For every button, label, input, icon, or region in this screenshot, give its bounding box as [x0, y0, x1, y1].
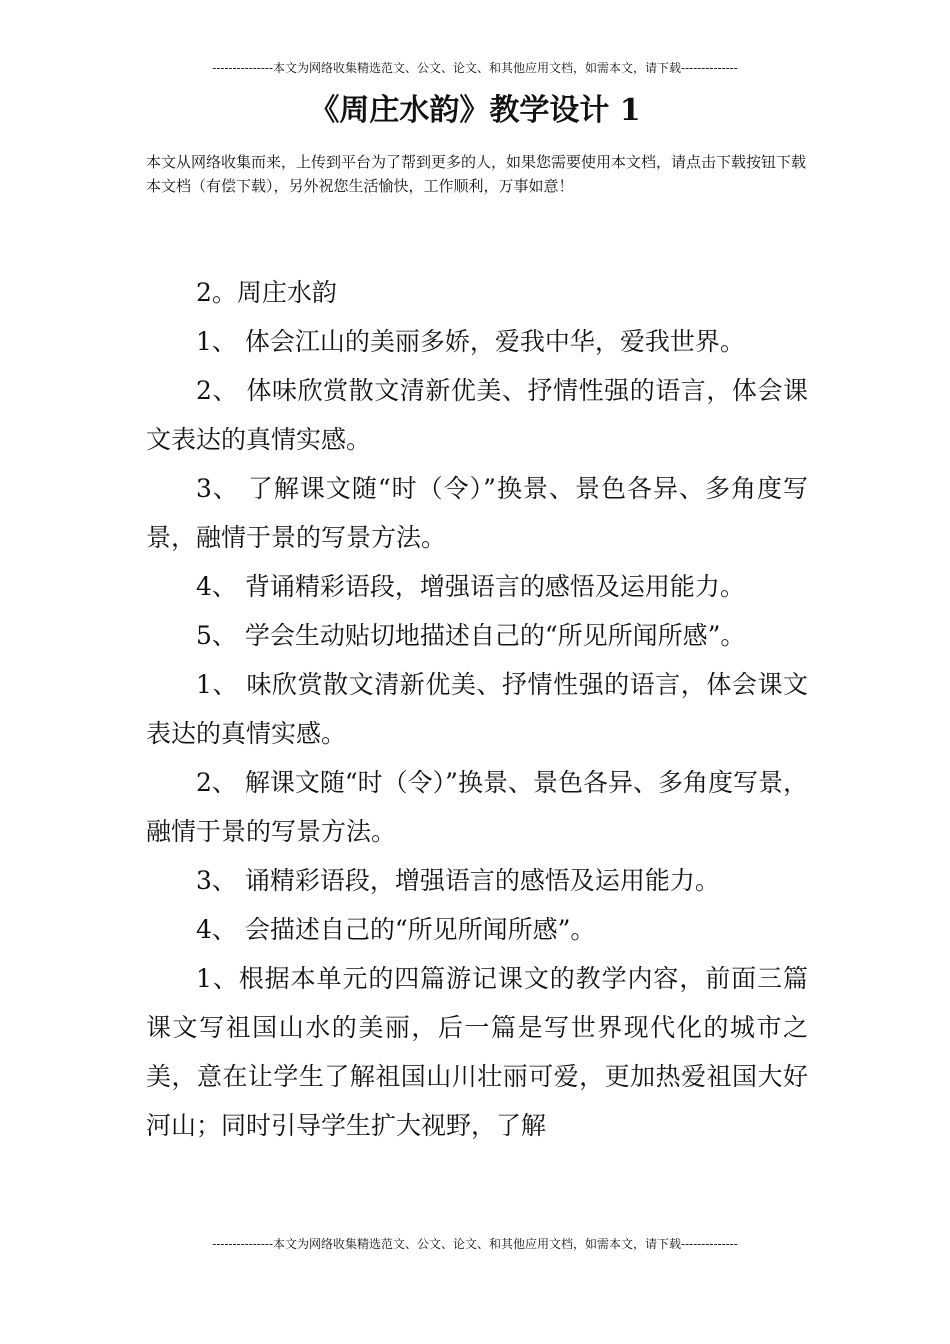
document-title: 《周庄水韵》教学设计 1 — [309, 93, 641, 128]
header-note: ---------------本文为网络收集精选范文、公文、论文、和其他应用文档，如需本文，请下载-------------- — [212, 61, 738, 75]
body-paragraph: 3、 诵精彩语段，增强语言的感悟及运用能力。 — [196, 866, 720, 895]
body-paragraph: 1、 体会江山的美丽多娇，爱我中华，爱我世界。 — [196, 327, 745, 356]
intro-paragraph: 本文从网络收集而来，上传到平台为了帮到更多的人，如果您需要使用本文档，请点击下载按钮下载本文档（有偿下载），另外祝您生活愉快，工作顺利，万事如意！ — [146, 153, 807, 195]
body-paragraph: 4、 会描述自己的“所见所闻所感”。 — [196, 915, 596, 944]
body-paragraph: 2、 体味欣赏散文清新优美、抒情性强的语言，体会课文表达的真情实感。 — [146, 376, 808, 454]
body-paragraph: 2、 解课文随“时（令）”换景、景色各异、多角度写景，融情于景的写景方法。 — [146, 768, 808, 846]
body-paragraph: 4、 背诵精彩语段，增强语言的感悟及运用能力。 — [196, 572, 745, 601]
body-paragraph: 2。周庄水韵 — [196, 278, 337, 307]
document-body — [146, 268, 808, 1150]
body-paragraph: 5、 学会生动贴切地描述自己的“所见所闻所感”。 — [196, 621, 746, 650]
body-paragraph: 1、根据本单元的四篇游记课文的教学内容，前面三篇课文写祖国山水的美丽，后一篇是写世界现代化的城市之美，意在让学生了解祖国山川壮丽可爱，更加热爱祖国大好河山；同时引导学生扩大视野，了解 — [146, 964, 808, 1140]
body-paragraph: 3、 了解课文随“时（令）”换景、景色各异、多角度写景，融情于景的写景方法。 — [146, 474, 808, 552]
body-paragraph: 1、 味欣赏散文清新优美、抒情性强的语言，体会课文表达的真情实感。 — [146, 670, 808, 748]
footer-note: ---------------本文为网络收集精选范文、公文、论文、和其他应用文档，如需本文，请下载-------------- — [212, 1237, 738, 1251]
